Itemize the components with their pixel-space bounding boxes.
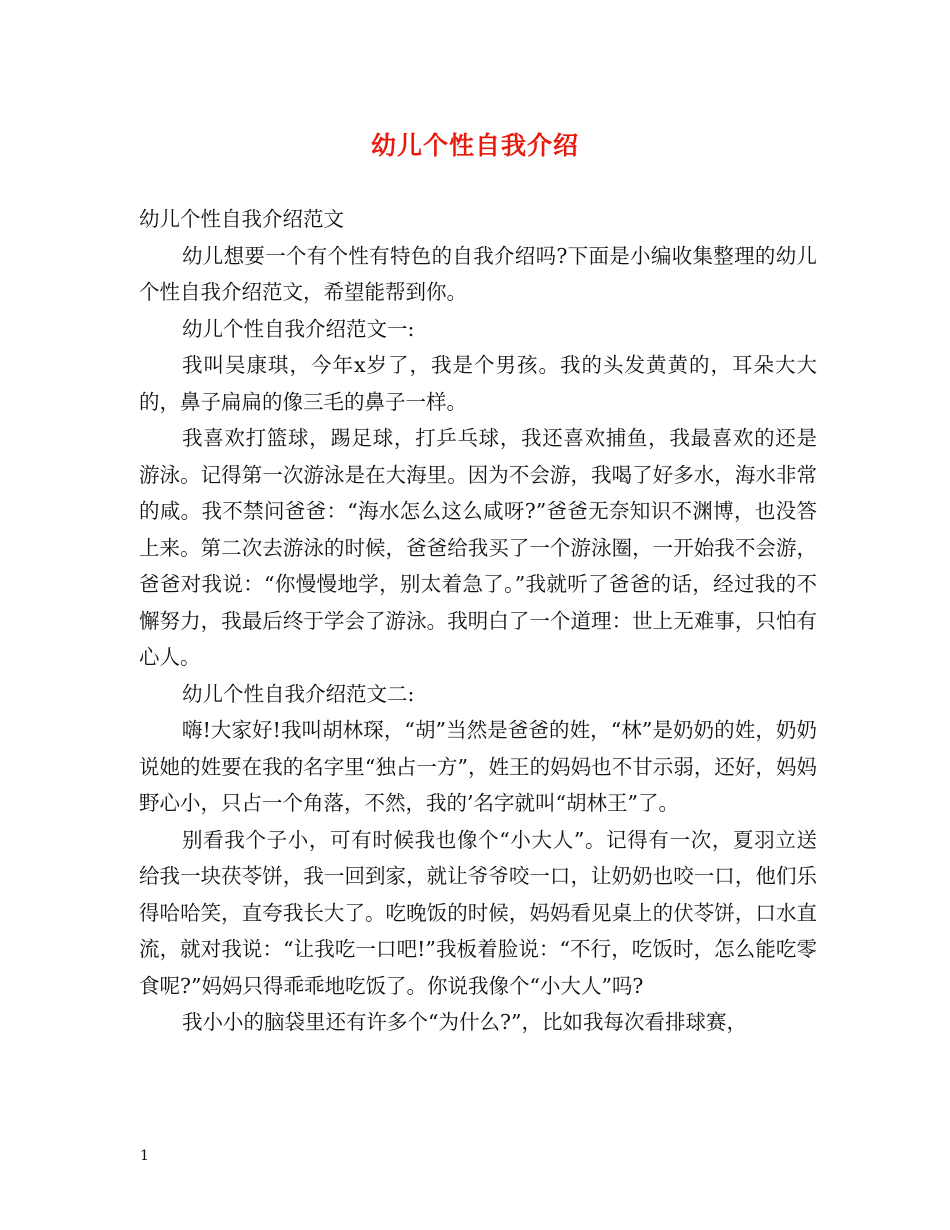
- paragraph-section-two-heading: 幼儿个性自我介绍范文二:: [182, 681, 415, 706]
- paragraph-swimming-story: 我喜欢打篮球，踢足球，打乒乓球，我还喜欢捕鱼，我最喜欢的还是游泳。记得第一次游泳是在大海里。因为不会游，我喝了好多水，海水非常的咸。我不禁问爸爸：“海水怎么这么咸呀?”爸爸无奈知识不渊博，也没答上来。第二次去游泳的时候，爸爸给我买了一个游泳圈，一开始我不会游，爸爸对我说：“你慢慢地学，别太着急了。”我就听了爸爸的话，经过我的不懈努力，我最后终于学会了游泳。我明白了一个道理：世上无难事，只怕有心人。: [139, 426, 817, 669]
- paragraph-section-one-heading: 幼儿个性自我介绍范文一:: [182, 316, 415, 341]
- page-number: 1: [140, 1148, 149, 1164]
- document-body: [139, 201, 817, 1041]
- paragraph-self-description: 我叫吴康琪，今年x岁了，我是个男孩。我的头发黄黄的，耳朵大大的，鼻子扁扁的像三毛的鼻子一样。: [139, 353, 817, 414]
- document-title: 幼儿个性自我介绍: [370, 131, 579, 160]
- paragraph-intro: 幼儿想要一个有个性有特色的自我介绍吗?下面是小编收集整理的幼儿个性自我介绍范文，希望能帮到你。: [139, 243, 817, 304]
- paragraph-little-adult-story: 别看我个子小，可有时候我也像个“小大人”。记得有一次，夏羽立送给我一块茯苓饼，我一回到家，就让爷爷咬一口，让奶奶也咬一口，他们乐得哈哈笑，直夸我长大了。吃晚饭的时候，妈妈看见桌上的伏苓饼，口水直流，就对我说：“让我吃一口吧!”我板着脸说：“不行，吃饭时，怎么能吃零食呢?”妈妈只得乖乖地吃饭了。你说我像个“小大人”吗?: [139, 827, 817, 998]
- paragraph-heading: 幼儿个性自我介绍范文: [139, 207, 344, 231]
- paragraph-name-story: 嗨!大家好!我叫胡林琛，“胡”当然是爸爸的姓，“林”是奶奶的姓，奶奶说她的姓要在我的名字里“独占一方”，姓王的妈妈也不甘示弱，还好，妈妈野心小，只占一个角落，不然，我的’名字就叫“胡林王”了。: [139, 718, 817, 815]
- paragraph-questions: 我小小的脑袋里还有许多个“为什么?”，比如我每次看排球赛，: [182, 1010, 747, 1034]
